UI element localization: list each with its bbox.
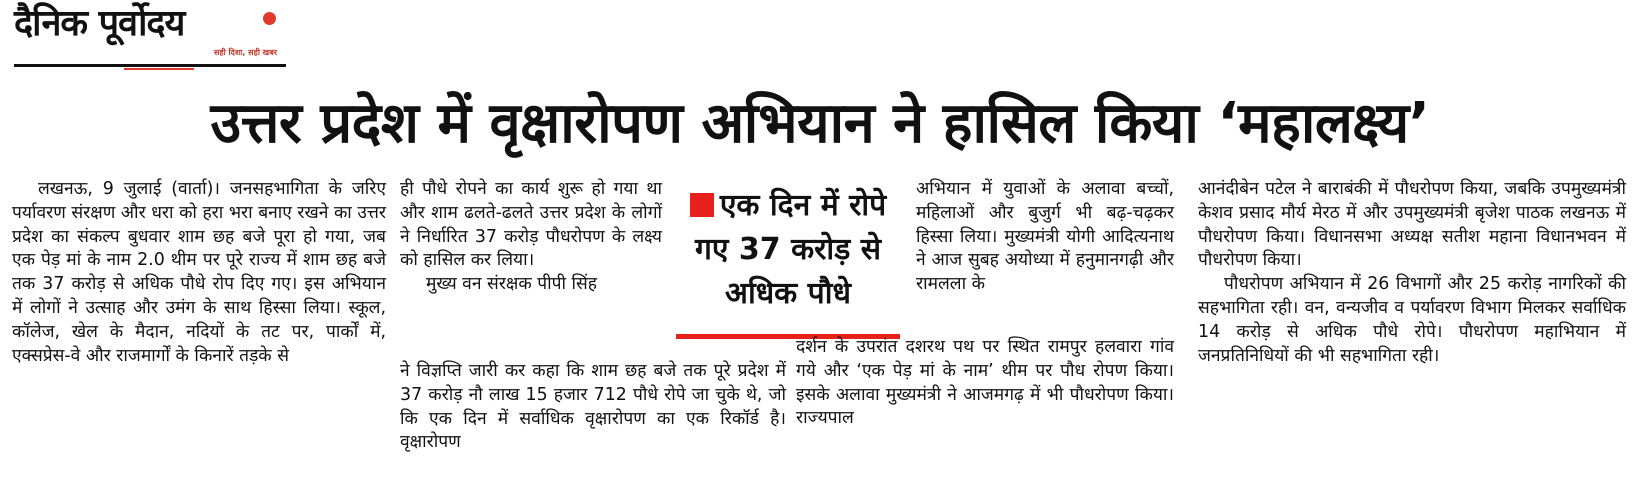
- pull-quote-line: एक दिन में रोपे: [719, 188, 887, 223]
- article-paragraph: मुख्य वन संरक्षक पीपी सिंह: [426, 274, 598, 295]
- article-paragraph: ही पौधे रोपने का कार्य शुरू हो गया था और शाम ढलते-ढलते उत्तर प्रदेश के लोगों ने निर्धारित 37 करोड़ पौधरोपण के लक्ष्य को हासिल कर लिया।: [400, 179, 662, 271]
- article-column-4: [1198, 178, 1626, 368]
- masthead-accent-rule: [124, 68, 194, 70]
- pull-quote: [676, 184, 900, 336]
- article-column-2: [400, 178, 662, 297]
- article-column-1: [12, 178, 386, 368]
- article-column-3: [916, 178, 1174, 297]
- article-paragraph: आनंदीबेन पटेल ने बाराबंकी में पौधरोपण किया, जबकि उपमुख्यमंत्री केशव प्रसाद मौर्य मेरठ में और उपमुख्यमंत्री बृजेश पाठक लखनऊ में पौधरोपण किया। विधानसभा अध्यक्ष सतीश महाना विधानभवन में पौधरोपण किया।: [1198, 179, 1626, 271]
- article-paragraph: अभियान में युवाओं के अलावा बच्चों, महिलाओं और बुजुर्ग भी बढ़-चढ़कर हिस्सा लिया। मुख्यमंत्री योगी आदित्यनाथ ने आज सुबह अयोध्या में हनुमानगढ़ी और रामलला के: [916, 179, 1174, 295]
- pull-quote-text: [676, 184, 900, 316]
- article-paragraph: दर्शन के उपरांत दशरथ पथ पर स्थित रामपुर हलवारा गांव गये और ‘एक पेड़ मां के नाम’ थीम पर पौध रोपण किया। इसके अलावा मुख्यमंत्री ने आजमगढ़ में भी पौधरोपण किया। राज्यपाल: [796, 337, 1174, 429]
- pull-quote-line: अधिक पौधे: [725, 276, 851, 311]
- red-square-icon: [690, 193, 714, 217]
- pull-quote-line: गए 37 करोड़ से: [695, 232, 881, 267]
- masthead-rule: [14, 64, 286, 67]
- article-column-2-continued: [400, 360, 786, 455]
- logo-sun-icon: [263, 12, 276, 25]
- article-paragraph: पौधरोपण अभियान में 26 विभागों और 25 करोड़ नागरिकों की सहभागिता रही। वन, वन्यजीव व पर्यावरण विभाग मिलकर सर्वाधिक 14 करोड़ से अधिक पौधे रोपे। पौधरोपण महाभियान में जनप्रतिनिधियों की भी सहभागिता रही।: [1198, 274, 1626, 366]
- newspaper-logo: दैनिक पूर्वोदय: [14, 3, 185, 44]
- article-paragraph: ने विज्ञप्ति जारी कर कहा कि शाम छह बजे तक पूरे प्रदेश में 37 करोड़ नौ लाख 15 हजार 712 पौधे रोपे जा चुके थे, जो कि एक दिन में सर्वाधिक वृक्षारोपण का एक रिकॉर्ड है। वृक्षारोपण: [400, 361, 786, 453]
- headline: उत्तर प्रदेश में वृक्षारोपण अभियान ने हासिल किया ‘महालक्ष्य’: [210, 91, 1430, 156]
- article-column-3-continued: [796, 336, 1174, 431]
- newspaper-tagline: सही दिशा, सही खबर: [214, 48, 278, 57]
- masthead: [14, 0, 286, 72]
- article-paragraph: लखनऊ, 9 जुलाई (वार्ता)। जनसहभागिता के जरिए पर्यावरण संरक्षण और धरा को हरा भरा बनाए रखने का उत्तर प्रदेश का संकल्प बुधवार शाम छह बजे पूरा हो गया, जब एक पेड़ मां के नाम 2.0 थीम पर पूरे राज्य में शाम छह बजे तक 37 करोड़ से अधिक पौधे रोप दिए गए। इस अभियान में लोगों ने उत्साह और उमंग के साथ हिस्सा लिया। स्कूल, कॉलेज, खेल के मैदान, नदियों के तट पर, पार्कों में, एक्सप्रेस-वे और राजमार्गों के किनारें तड़के से: [12, 179, 386, 366]
